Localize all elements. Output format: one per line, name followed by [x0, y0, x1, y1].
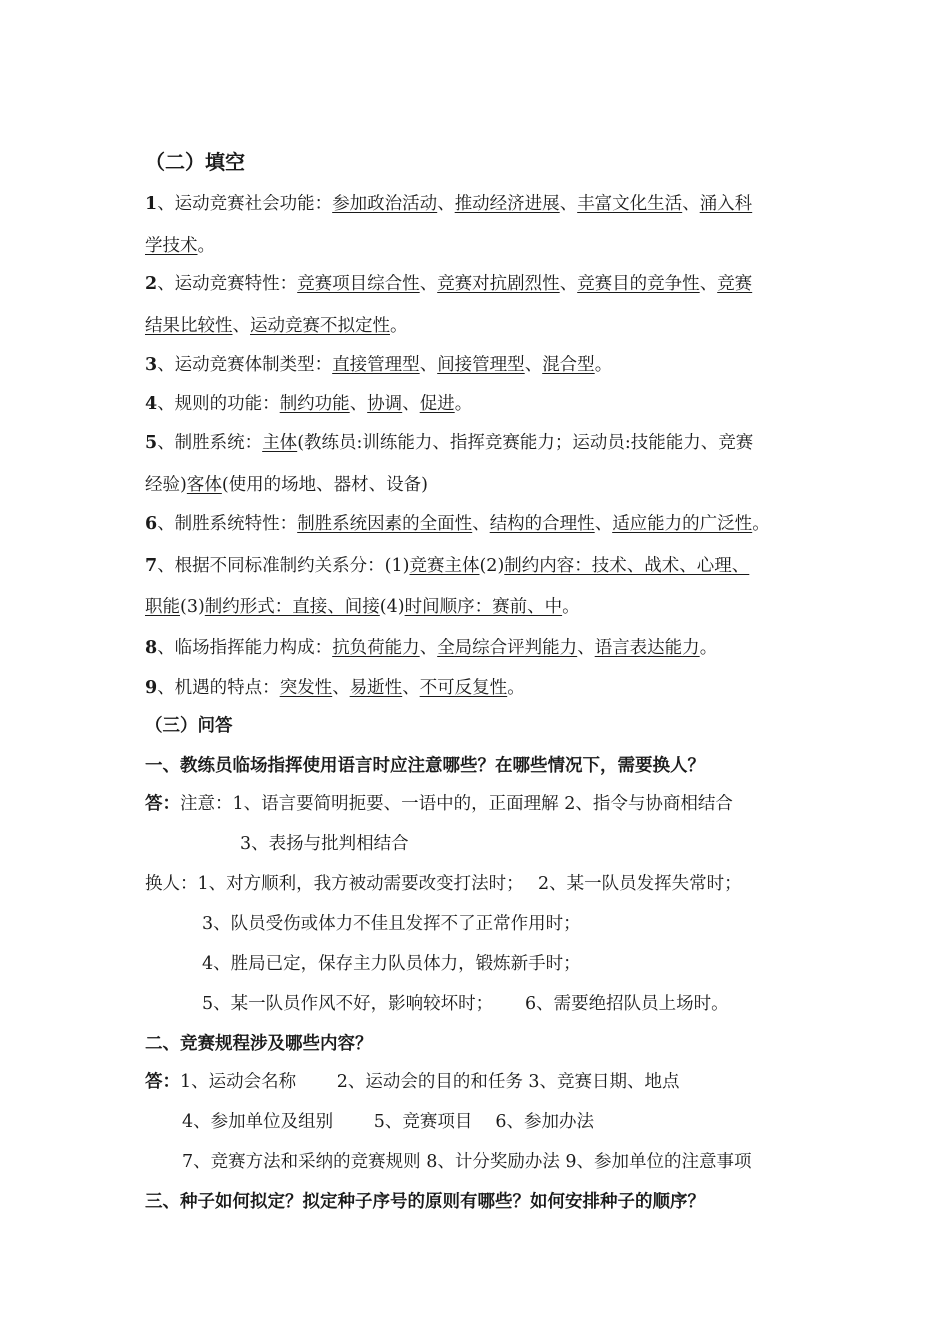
item-text: 、	[699, 274, 718, 294]
fill-item-7-line-1	[145, 554, 749, 578]
item-text: (教练员:训练能力、指挥竞赛能力；运动员:技能能力、竞赛	[297, 433, 754, 453]
answer-blank: 突发性	[279, 678, 333, 698]
section-heading-fill: （二）填空	[145, 150, 245, 174]
item-text: 、	[524, 355, 543, 375]
answer-blank: 协调	[367, 394, 403, 414]
answer-1-line-2: 3、表扬与批判相结合	[240, 834, 409, 854]
answer-blank: 制胜系统因素的全面性	[297, 514, 473, 534]
answer-blank: 适应能力的广泛性	[612, 514, 753, 534]
fill-item-7-line-2	[145, 595, 580, 619]
answer-blank: 混合型	[542, 355, 595, 375]
fill-item-6-line-1	[145, 512, 770, 536]
item-text: 、	[594, 514, 613, 534]
item-text: 、	[559, 194, 578, 214]
item-number: 9	[145, 678, 158, 698]
answer-blank: 运动竞赛不拟定性	[250, 316, 390, 336]
answer-1-substitution-4: 5、某一队员作风不好，影响较坏时； 6、需要绝招队员上场时。	[202, 994, 729, 1014]
answer-blank: 推动经济进展	[454, 194, 560, 214]
answer-blank: 竞赛主体	[409, 556, 480, 576]
fill-item-4-line-1	[145, 392, 472, 416]
item-text: 、机遇的特点：	[157, 678, 280, 698]
item-text: 。	[699, 638, 718, 658]
item-text: 、	[402, 678, 420, 698]
item-text: 、	[232, 316, 250, 336]
item-number: 2	[145, 274, 158, 294]
item-number: 5	[145, 433, 158, 453]
fill-item-2-line-2	[145, 314, 408, 338]
item-text: 。	[562, 597, 580, 617]
question-2: 二、竞赛规程涉及哪些内容？	[145, 1034, 373, 1054]
answer-blank: 职能	[145, 597, 180, 617]
item-text: 。	[454, 394, 473, 414]
answer-blank: 不可反复性	[419, 678, 508, 698]
item-text: (使用的场地、器材、设备)	[221, 475, 428, 495]
item-text: 、制胜系统：	[157, 433, 263, 453]
answer-2-line-1	[145, 1070, 680, 1094]
answer-blank: 客体	[186, 475, 222, 495]
item-text: 、根据不同标准制约关系分：(1)	[157, 556, 410, 576]
answer-blank: 竞赛项目综合性	[297, 274, 420, 294]
answer-blank: 学技术	[145, 236, 198, 256]
item-text: 、	[419, 355, 438, 375]
item-text: (3)	[180, 597, 205, 617]
fill-item-5-line-1	[145, 431, 753, 455]
answer-text: 注意：1、语言要简明扼要、一语中的，正面理解 2、指令与协商相结合	[180, 794, 733, 814]
fill-item-1-line-1	[145, 192, 752, 216]
item-text: (4)	[379, 597, 405, 617]
answer-blank: 涌入科	[699, 194, 753, 214]
item-text: 、	[419, 638, 438, 658]
fill-item-1-line-2	[145, 234, 215, 258]
answer-blank: 主体	[262, 433, 298, 453]
answer-blank: 直接管理型	[332, 355, 420, 375]
item-number: 8	[145, 638, 158, 658]
answer-blank: 语言表达能力	[594, 638, 700, 658]
item-text: 、	[437, 194, 455, 214]
answer-blank: 制约内容：技术、战术、心理、	[504, 556, 750, 576]
answer-text: 1、运动会名称 2、运动会的目的和任务 3、竞赛日期、地点	[180, 1072, 680, 1092]
item-text: 。	[507, 678, 525, 698]
item-text: 。	[752, 514, 770, 534]
item-text: 、运动竞赛体制类型：	[157, 355, 333, 375]
section-heading-qa: （三）问答	[145, 716, 233, 736]
answer-blank: 结果比较性	[145, 316, 233, 336]
item-text: 、临场指挥能力构成：	[157, 638, 333, 658]
item-text: 、运动竞赛社会功能：	[157, 194, 333, 214]
answer-2-line-2: 4、参加单位及组别 5、竞赛项目 6、参加办法	[182, 1112, 595, 1132]
answer-blank: 竞赛目的竞争性	[577, 274, 700, 294]
item-text: 、	[402, 394, 420, 414]
item-text: 、	[419, 274, 438, 294]
item-text: 、	[332, 678, 350, 698]
answer-blank: 竞赛对抗剧烈性	[437, 274, 560, 294]
answer-blank: 促进	[419, 394, 455, 414]
fill-item-9-line-1	[145, 676, 525, 700]
answer-blank: 参加政治活动	[332, 194, 438, 214]
fill-item-5-line-2	[145, 473, 428, 497]
item-number: 6	[145, 514, 158, 534]
item-text: 、运动竞赛特性：	[157, 274, 298, 294]
answer-label: 答：	[145, 794, 180, 814]
item-text: 、	[577, 638, 595, 658]
item-text: 、	[559, 274, 578, 294]
item-text: 、	[472, 514, 490, 534]
answer-1-substitution-2: 3、队员受伤或体力不佳且发挥不了正常作用时；	[202, 914, 581, 934]
answer-blank: 时间顺序：赛前、中	[404, 597, 563, 617]
item-text: 、	[682, 194, 700, 214]
item-text: 、	[349, 394, 368, 414]
answer-1-substitution-1: 换人：1、对方顺利，我方被动需要改变打法时； 2、某一队员发挥失常时；	[145, 874, 742, 894]
answer-label: 答：	[145, 1072, 180, 1092]
item-text: 经验)	[145, 475, 187, 495]
item-text: 、规则的功能：	[157, 394, 280, 414]
answer-blank: 竞赛	[717, 274, 753, 294]
item-text: 。	[197, 236, 215, 256]
item-text: 。	[594, 355, 613, 375]
answer-blank: 制约形式：直接、间接	[204, 597, 380, 617]
answer-blank: 制约功能	[279, 394, 350, 414]
item-number: 4	[145, 394, 158, 414]
answer-blank: 丰富文化生活	[577, 194, 683, 214]
answer-blank: 抗负荷能力	[332, 638, 420, 658]
answer-1-substitution-3: 4、胜局已定，保存主力队员体力，锻炼新手时；	[202, 954, 581, 974]
answer-2-line-3: 7、竞赛方法和采纳的竞赛规则 8、计分奖励办法 9、参加单位的注意事项	[182, 1152, 752, 1172]
answer-1-line-1	[145, 792, 733, 816]
answer-blank: 全局综合评判能力	[437, 638, 578, 658]
item-number: 7	[145, 556, 158, 576]
fill-item-8-line-1	[145, 636, 717, 660]
item-number: 1	[145, 194, 158, 214]
question-1: 一、教练员临场指挥使用语言时应注意哪些？在哪些情况下，需要换人？	[145, 756, 705, 776]
answer-blank: 结构的合理性	[489, 514, 595, 534]
answer-blank: 间接管理型	[437, 355, 525, 375]
item-number: 3	[145, 355, 158, 375]
answer-blank: 易逝性	[349, 678, 403, 698]
item-text: 。	[390, 316, 408, 336]
fill-item-2-line-1	[145, 272, 752, 296]
fill-item-3-line-1	[145, 353, 612, 377]
item-text: (2)	[479, 556, 505, 576]
question-3: 三、种子如何拟定？拟定种子序号的原则有哪些？如何安排种子的顺序？	[145, 1192, 705, 1212]
item-text: 、制胜系统特性：	[157, 514, 298, 534]
